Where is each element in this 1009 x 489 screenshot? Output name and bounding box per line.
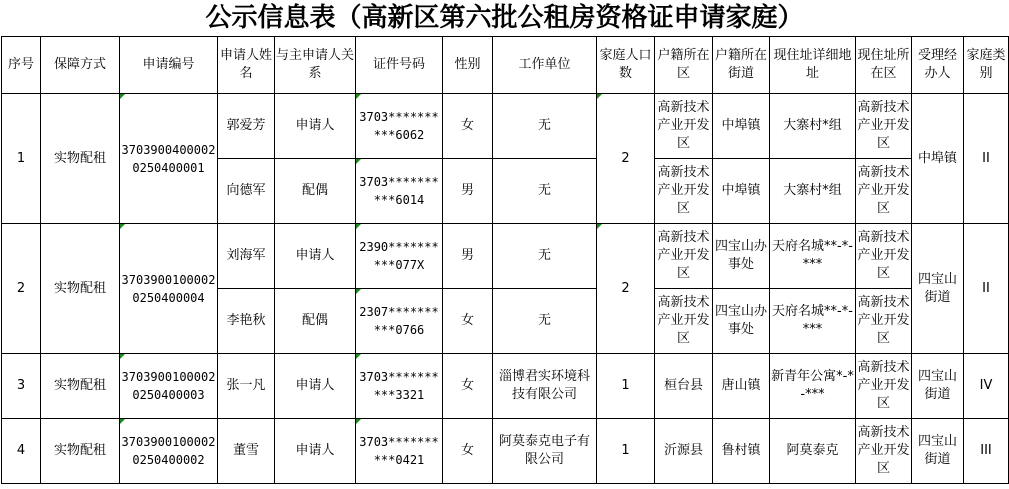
cell-relation: 配偶: [275, 289, 356, 354]
header-cell: 家庭类别: [964, 37, 1009, 94]
cell-relation: 配偶: [275, 159, 356, 224]
cell-address: 阿莫泰克: [770, 419, 856, 484]
cell-address: 大寨村*组: [770, 159, 856, 224]
cell-hk-district: 沂源县: [655, 419, 713, 484]
cell-app-id: 37039001000020250400002: [120, 419, 218, 484]
cell-name: 董雪: [218, 419, 275, 484]
cell-app-id: 37039001000020250400003: [120, 354, 218, 419]
cell-hk-street: 四宝山办事处: [713, 224, 770, 289]
cell-hk-district: 高新技术产业开发区: [655, 94, 713, 159]
cell-cur-district: 高新技术产业开发区: [856, 419, 912, 484]
cell-name: 向德军: [218, 159, 275, 224]
header-cell: 申请编号: [120, 37, 218, 94]
header-cell: 性别: [443, 37, 493, 94]
cell-hk-district: 高新技术产业开发区: [655, 159, 713, 224]
cell-handler: 四宝山街道: [912, 354, 964, 419]
cell-gender: 女: [443, 354, 493, 419]
cell-hk-district: 高新技术产业开发区: [655, 224, 713, 289]
cell-handler: 四宝山街道: [912, 224, 964, 354]
cell-id: 3703**********0421: [356, 419, 443, 484]
cell-method: 实物配租: [41, 419, 120, 484]
header-cell: 家庭人口数: [597, 37, 655, 94]
page-title: 公示信息表（高新区第六批公租房资格证申请家庭）: [205, 3, 804, 33]
cell-category: III: [964, 419, 1009, 484]
cell-cur-district: 高新技术产业开发区: [856, 224, 912, 289]
cell-id: 3703**********3321: [356, 354, 443, 419]
cell-name: 郭爱芳: [218, 94, 275, 159]
cell-no: 1: [2, 94, 41, 224]
cell-gender: 女: [443, 419, 493, 484]
cell-work: 阿莫泰克电子有限公司: [493, 419, 597, 484]
cell-size: 2: [597, 94, 655, 224]
cell-relation: 申请人: [275, 94, 356, 159]
cell-id: 2307**********0766: [356, 289, 443, 354]
header-cell: 与主申请人关系: [275, 37, 356, 94]
cell-size: 1: [597, 419, 655, 484]
cell-hk-district: 高新技术产业开发区: [655, 289, 713, 354]
cell-relation: 申请人: [275, 419, 356, 484]
table-row: [2, 224, 1009, 289]
cell-size: 2: [597, 224, 655, 354]
cell-relation: 申请人: [275, 224, 356, 289]
cell-cur-district: 高新技术产业开发区: [856, 289, 912, 354]
header-cell: 现住址详细地址: [770, 37, 856, 94]
cell-cur-district: 高新技术产业开发区: [856, 354, 912, 419]
table-row: [2, 354, 1009, 419]
cell-app-id: 37039004000020250400001: [120, 94, 218, 224]
cell-work: 无: [493, 224, 597, 289]
cell-method: 实物配租: [41, 94, 120, 224]
cell-id: 3703**********6062: [356, 94, 443, 159]
cell-gender: 女: [443, 289, 493, 354]
header-cell: 户籍所在区: [655, 37, 713, 94]
cell-work: 无: [493, 94, 597, 159]
cell-address: 大寨村*组: [770, 94, 856, 159]
cell-hk-street: 中埠镇: [713, 94, 770, 159]
header-cell: 序号: [2, 37, 41, 94]
cell-cur-district: 高新技术产业开发区: [856, 159, 912, 224]
cell-gender: 男: [443, 224, 493, 289]
cell-size: 1: [597, 354, 655, 419]
cell-name: 刘海军: [218, 224, 275, 289]
table-row: [2, 94, 1009, 159]
header-cell: 证件号码: [356, 37, 443, 94]
cell-handler: 中埠镇: [912, 94, 964, 224]
header-cell: 现住址所在区: [856, 37, 912, 94]
cell-hk-street: 中埠镇: [713, 159, 770, 224]
cell-address: 天府名城**-*-***: [770, 289, 856, 354]
header-cell: 户籍所在街道: [713, 37, 770, 94]
header-row: [2, 37, 1009, 94]
cell-method: 实物配租: [41, 354, 120, 419]
cell-address: 新青年公寓*-*-***: [770, 354, 856, 419]
header-cell: 申请人姓名: [218, 37, 275, 94]
cell-category: IV: [964, 354, 1009, 419]
cell-address: 天府名城**-*-***: [770, 224, 856, 289]
cell-id: 3703**********6014: [356, 159, 443, 224]
cell-relation: 申请人: [275, 354, 356, 419]
header-cell: 工作单位: [493, 37, 597, 94]
cell-hk-street: 唐山镇: [713, 354, 770, 419]
cell-gender: 男: [443, 159, 493, 224]
cell-category: II: [964, 224, 1009, 354]
cell-work: 无: [493, 159, 597, 224]
cell-id: 2390**********077X: [356, 224, 443, 289]
cell-no: 3: [2, 354, 41, 419]
cell-name: 李艳秋: [218, 289, 275, 354]
header-cell: 受理经办人: [912, 37, 964, 94]
applicant-table: [1, 36, 1009, 484]
cell-cur-district: 高新技术产业开发区: [856, 94, 912, 159]
table-row: [2, 419, 1009, 484]
cell-gender: 女: [443, 94, 493, 159]
cell-hk-district: 桓台县: [655, 354, 713, 419]
cell-handler: 四宝山街道: [912, 419, 964, 484]
cell-hk-street: 鲁村镇: [713, 419, 770, 484]
cell-category: II: [964, 94, 1009, 224]
cell-no: 2: [2, 224, 41, 354]
cell-work: 无: [493, 289, 597, 354]
cell-no: 4: [2, 419, 41, 484]
cell-method: 实物配租: [41, 224, 120, 354]
cell-work: 淄博君实环境科技有限公司: [493, 354, 597, 419]
cell-app-id: 37039001000020250400004: [120, 224, 218, 354]
header-cell: 保障方式: [41, 37, 120, 94]
cell-hk-street: 四宝山办事处: [713, 289, 770, 354]
cell-name: 张一凡: [218, 354, 275, 419]
